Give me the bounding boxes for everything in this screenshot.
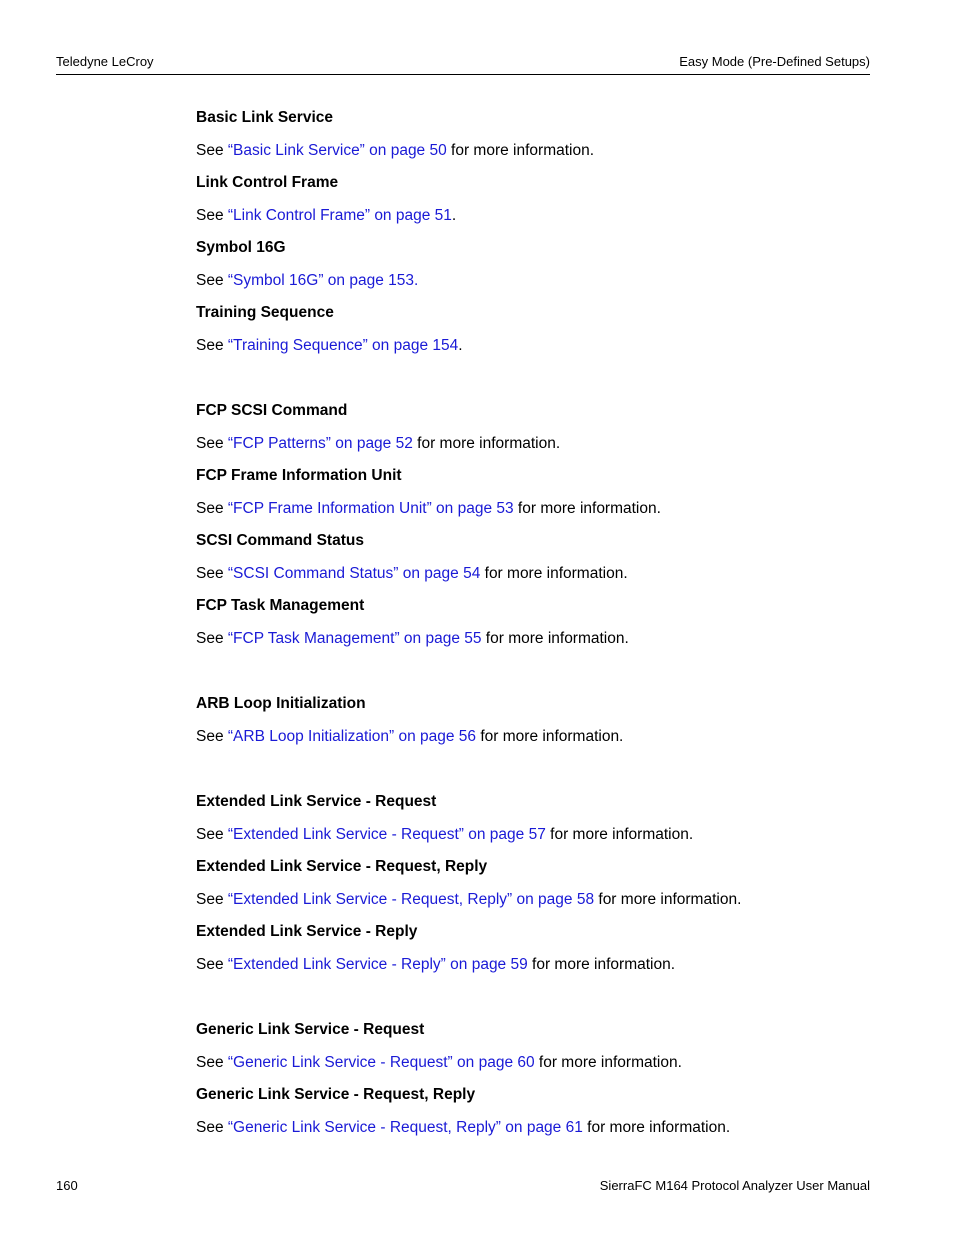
header-company: Teledyne LeCroy bbox=[56, 54, 154, 69]
cross-reference-link[interactable]: “FCP Task Management” on page 55 bbox=[227, 630, 482, 647]
entry bbox=[196, 464, 876, 529]
reference-prefix: See bbox=[196, 630, 228, 647]
entry-heading: Extended Link Service - Reply bbox=[196, 923, 418, 940]
cross-reference-link[interactable]: “Symbol 16G” on page 153. bbox=[227, 272, 419, 289]
entry bbox=[196, 106, 876, 171]
entry-heading: Extended Link Service - Request, Reply bbox=[196, 858, 488, 875]
reference-suffix: for more information. bbox=[513, 500, 661, 517]
entry-reference bbox=[196, 953, 876, 985]
entry-group bbox=[196, 692, 876, 757]
entry-reference bbox=[196, 1051, 876, 1083]
entry-reference bbox=[196, 204, 876, 236]
reference-prefix: See bbox=[196, 1054, 228, 1071]
entry-group bbox=[196, 790, 876, 985]
cross-reference-link[interactable]: “Basic Link Service” on page 50 bbox=[227, 142, 447, 159]
footer-manual-title: SierraFC M164 Protocol Analyzer User Manual bbox=[599, 1178, 870, 1193]
entry bbox=[196, 1018, 876, 1083]
footer-page-number: 160 bbox=[56, 1178, 78, 1193]
entry bbox=[196, 1083, 876, 1148]
entry bbox=[196, 790, 876, 855]
group-spacer bbox=[196, 985, 876, 1018]
entry-heading: Link Control Frame bbox=[196, 174, 339, 191]
entry bbox=[196, 399, 876, 464]
entry-heading: Extended Link Service - Request bbox=[196, 793, 437, 810]
document-body bbox=[196, 106, 876, 1148]
header-section-title: Easy Mode (Pre-Defined Setups) bbox=[679, 54, 870, 69]
entry-heading: FCP Task Management bbox=[196, 597, 365, 614]
reference-suffix: for more information. bbox=[527, 956, 676, 973]
reference-suffix: for more information. bbox=[545, 826, 694, 843]
entry bbox=[196, 920, 876, 985]
reference-prefix: See bbox=[196, 435, 228, 452]
entry-heading: Training Sequence bbox=[196, 304, 334, 321]
reference-prefix: See bbox=[196, 956, 228, 973]
entry-reference bbox=[196, 139, 876, 171]
entry-reference bbox=[196, 269, 876, 301]
entry-reference bbox=[196, 1116, 876, 1148]
page-header bbox=[56, 52, 870, 75]
cross-reference-link[interactable]: “Training Sequence” on page 154 bbox=[227, 337, 459, 354]
reference-suffix: for more information. bbox=[481, 630, 629, 647]
entry-reference bbox=[196, 888, 876, 920]
entry-group bbox=[196, 399, 876, 659]
cross-reference-link[interactable]: “Extended Link Service - Reply” on page 59 bbox=[227, 956, 528, 973]
entry bbox=[196, 236, 876, 301]
cross-reference-link[interactable]: “SCSI Command Status” on page 54 bbox=[227, 565, 481, 582]
reference-prefix: See bbox=[196, 826, 228, 843]
entry-reference bbox=[196, 497, 876, 529]
entry-reference bbox=[196, 334, 876, 366]
reference-prefix: See bbox=[196, 1119, 228, 1136]
entry-heading: SCSI Command Status bbox=[196, 532, 364, 549]
reference-suffix: for more information. bbox=[534, 1054, 682, 1071]
cross-reference-link[interactable]: “ARB Loop Initialization” on page 56 bbox=[227, 728, 477, 745]
entry bbox=[196, 171, 876, 236]
entry-reference bbox=[196, 823, 876, 855]
entry-reference bbox=[196, 432, 876, 464]
entry bbox=[196, 594, 876, 659]
cross-reference-link[interactable]: “Link Control Frame” on page 51 bbox=[227, 207, 452, 224]
entry-reference bbox=[196, 725, 876, 757]
cross-reference-link[interactable]: “Generic Link Service - Request, Reply” on page 61 bbox=[227, 1119, 583, 1136]
entry-group bbox=[196, 106, 876, 366]
entry-heading: ARB Loop Initialization bbox=[196, 695, 366, 712]
entry-heading: Generic Link Service - Request, Reply bbox=[196, 1086, 476, 1103]
reference-suffix: for more information. bbox=[412, 435, 561, 452]
page-footer bbox=[56, 1176, 870, 1196]
entry bbox=[196, 301, 876, 366]
reference-prefix: See bbox=[196, 728, 228, 745]
reference-suffix: for more information. bbox=[476, 728, 624, 745]
group-spacer bbox=[196, 366, 876, 399]
entry-reference bbox=[196, 627, 876, 659]
reference-suffix: . bbox=[451, 207, 457, 224]
reference-suffix: for more information. bbox=[480, 565, 628, 582]
entry-reference bbox=[196, 562, 876, 594]
cross-reference-link[interactable]: “Extended Link Service - Request, Reply” on page 58 bbox=[227, 891, 595, 908]
reference-suffix: . bbox=[458, 337, 463, 354]
reference-prefix: See bbox=[196, 142, 228, 159]
reference-suffix: for more information. bbox=[446, 142, 595, 159]
cross-reference-link[interactable]: “FCP Patterns” on page 52 bbox=[227, 435, 413, 452]
entry-heading: FCP Frame Information Unit bbox=[196, 467, 402, 484]
cross-reference-link[interactable]: “Extended Link Service - Request” on page 57 bbox=[227, 826, 546, 843]
reference-prefix: See bbox=[196, 565, 228, 582]
entry bbox=[196, 692, 876, 757]
group-spacer bbox=[196, 757, 876, 790]
entry bbox=[196, 855, 876, 920]
cross-reference-link[interactable]: “FCP Frame Information Unit” on page 53 bbox=[227, 500, 514, 517]
group-spacer bbox=[196, 659, 876, 692]
reference-prefix: See bbox=[196, 207, 228, 224]
reference-prefix: See bbox=[196, 500, 228, 517]
reference-suffix: for more information. bbox=[594, 891, 742, 908]
reference-prefix: See bbox=[196, 272, 228, 289]
reference-suffix: for more information. bbox=[582, 1119, 731, 1136]
entry-heading: FCP SCSI Command bbox=[196, 402, 348, 419]
entry-heading: Basic Link Service bbox=[196, 109, 333, 126]
entry-heading: Symbol 16G bbox=[196, 239, 286, 256]
entry bbox=[196, 529, 876, 594]
entry-heading: Generic Link Service - Request bbox=[196, 1021, 425, 1038]
entry-group bbox=[196, 1018, 876, 1148]
cross-reference-link[interactable]: “Generic Link Service - Request” on page 60 bbox=[227, 1054, 535, 1071]
reference-prefix: See bbox=[196, 891, 228, 908]
reference-prefix: See bbox=[196, 337, 228, 354]
